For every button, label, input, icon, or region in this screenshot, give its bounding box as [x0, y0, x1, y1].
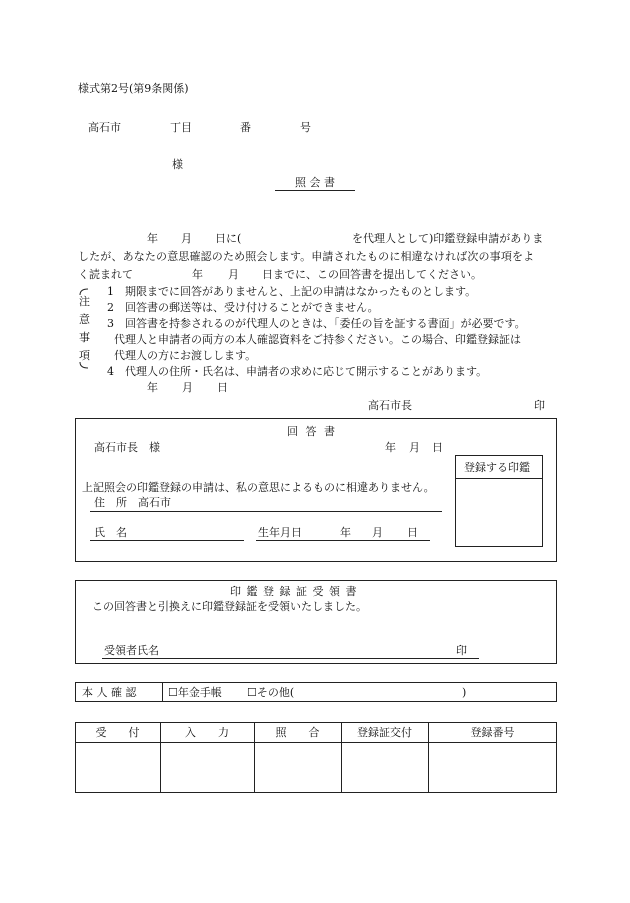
note-item: 4 代理人の住所・氏名は、申請者の求めに応じて開示することがあります。: [107, 365, 488, 378]
office-header-shogo: 照 合: [275, 726, 320, 739]
birth-day: 日: [407, 526, 418, 539]
answer-day: 日: [432, 441, 443, 454]
note-item: 代理人の方にお渡しします。: [114, 349, 257, 362]
intro-line3-month: 月: [228, 268, 239, 281]
receipt-name-label: 受領者氏名: [104, 644, 159, 657]
notes-label-char: 意: [79, 313, 90, 326]
birth-year: 年: [340, 526, 351, 539]
identity-option-pension[interactable]: ☐年金手帳: [168, 686, 222, 699]
address-go: 号: [300, 121, 311, 134]
seal-box-divider: [455, 478, 543, 479]
intro-line2: したが、あなたの意思確認のため照会します。申請されたものに相違なければ次の事項をよ: [78, 250, 535, 263]
intro-month: 月: [181, 232, 192, 245]
birth-month: 月: [372, 526, 383, 539]
office-header-nyuryoku: 入 力: [185, 726, 229, 739]
identity-option-other[interactable]: ☐その他(: [247, 686, 295, 699]
identity-divider: [162, 682, 163, 702]
receipt-name-line: [102, 658, 479, 659]
intro-year: 年: [147, 232, 158, 245]
issuer-name: 高石市長: [368, 399, 412, 412]
issue-month: 月: [182, 381, 193, 394]
office-header-kofu: 登録証交付: [357, 726, 412, 739]
answer-address-label: 住 所 高石市: [94, 496, 171, 509]
birth-line: [256, 540, 430, 541]
note-item: 1 期限までに回答がありませんと、上記の申請はなかったものとします。: [107, 285, 477, 298]
page-title: 照 会 書: [275, 177, 355, 191]
note-item: 2 回答書の郵送等は、受け付けることができません。: [107, 301, 379, 314]
form-label: 様式第2号(第9条関係): [78, 82, 189, 95]
intro-line1-suffix: を代理人として)印鑑登録申請がありま: [352, 232, 544, 245]
notes-label-char: 事: [79, 331, 90, 344]
seal-box-label: 登録する印鑑: [464, 461, 530, 474]
intro-line1-prefix: 日に(: [215, 232, 242, 245]
intro-line3-prefix: く読まれて: [78, 268, 133, 281]
receipt-statement: この回答書と引換えに印鑑登録証を受領いたしました。: [92, 600, 367, 613]
notes-label-char: 注: [79, 295, 90, 308]
name-line: [90, 540, 244, 541]
intro-line3-year: 年: [192, 268, 203, 281]
identity-option-other-close: ): [462, 686, 467, 699]
address-city: 高石市: [88, 121, 121, 134]
office-table-header-line: [75, 742, 557, 743]
note-item: 代理人と申請者の両方の本人確認資料をご持参ください。この場合、印鑑登録証は: [114, 333, 521, 346]
answer-name-label: 氏 名: [94, 526, 127, 539]
receipt-title: 印 鑑 登 録 証 受 領 書: [230, 585, 358, 598]
office-header-uketsuke: 受 付: [95, 726, 140, 739]
issue-year: 年: [147, 381, 158, 394]
address-line: [90, 511, 442, 512]
notes-label-char: 項: [79, 349, 90, 362]
office-header-bango: 登録番号: [470, 726, 515, 739]
recipient-sama: 様: [172, 158, 183, 171]
answer-month: 月: [409, 441, 420, 454]
address-chome: 丁目: [170, 121, 192, 134]
identity-label: 本 人 確 認: [82, 686, 137, 699]
address-ban: 番: [240, 121, 251, 134]
issuer-seal: 印: [534, 399, 545, 412]
answer-title: 回 答 書: [287, 425, 337, 438]
identity-box: [75, 682, 557, 702]
intro-line3-suffix: 日までに、この回答書を提出してください。: [262, 268, 482, 281]
answer-year: 年: [385, 441, 396, 454]
issue-day: 日: [217, 381, 228, 394]
note-item: 3 回答書を持参されるのが代理人のときは、「委任の旨を証する書面」が必要です。: [107, 317, 526, 330]
answer-to: 高石市長 様: [94, 441, 160, 454]
answer-birth-label: 生年月日: [258, 526, 302, 539]
receipt-seal: 印: [456, 644, 467, 657]
answer-statement: 上記照会の印鑑登録の申請は、私の意思によるものに相違ありません。: [82, 481, 435, 494]
